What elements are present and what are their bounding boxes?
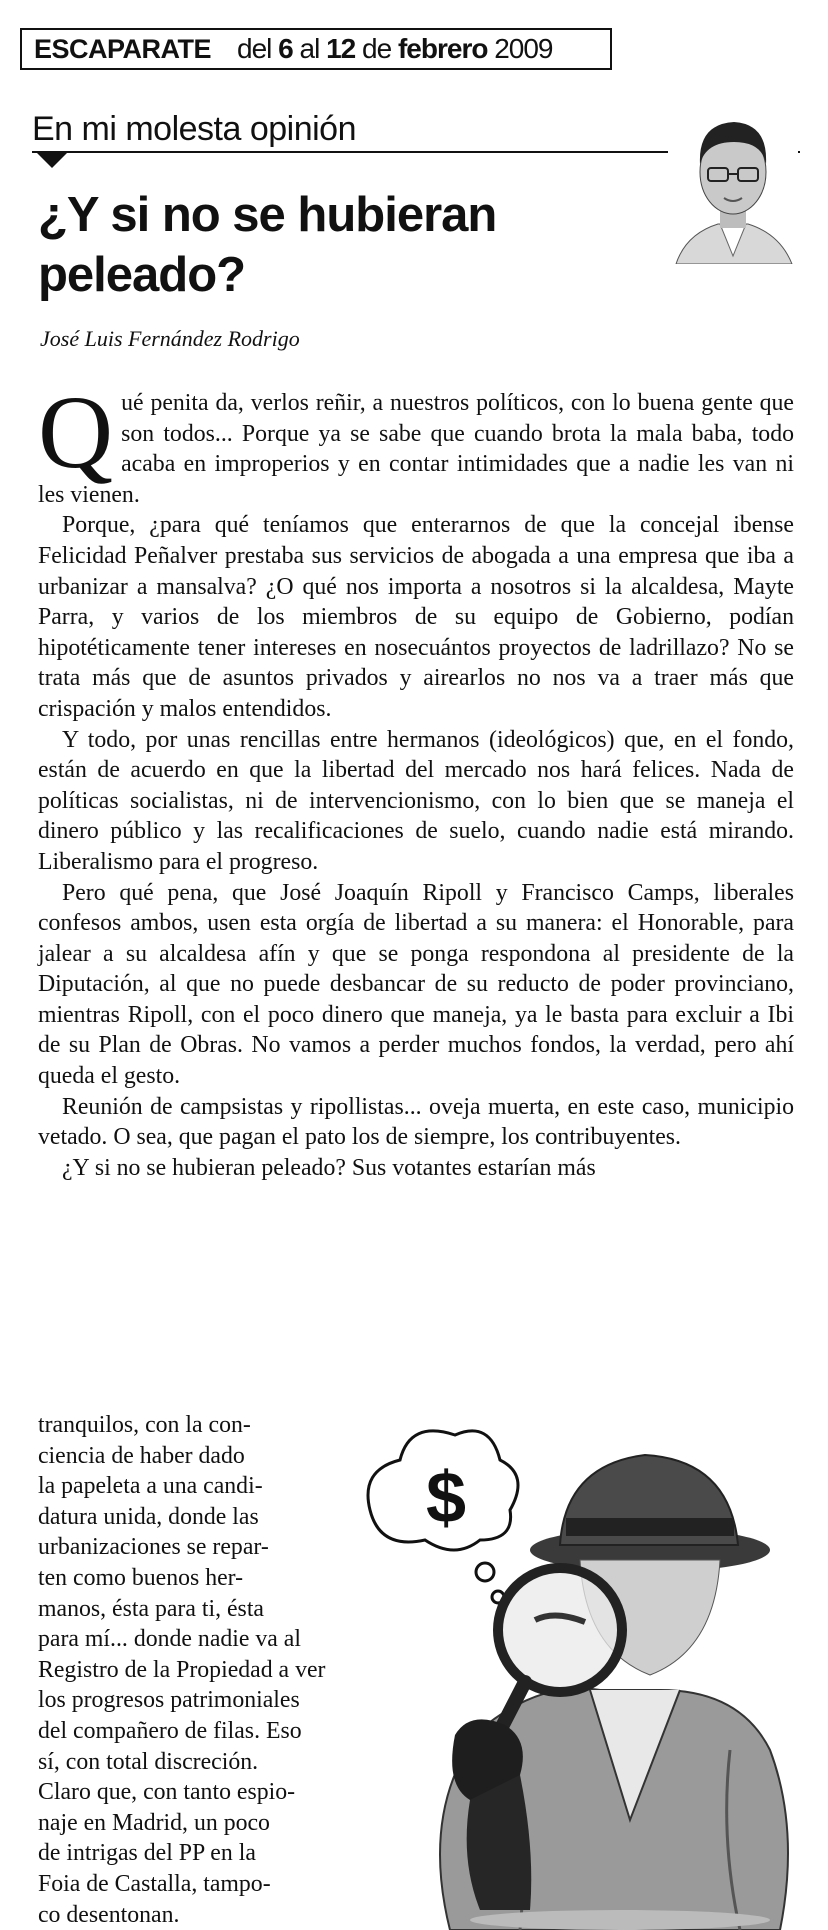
- issue-date: del 6 al 12 de febrero 2009: [237, 33, 553, 64]
- text-line: sí, con total discreción.: [38, 1748, 259, 1775]
- thought-symbol: $: [426, 1458, 467, 1538]
- text-line: para mí... donde nadie va al: [38, 1626, 301, 1653]
- text-line: ten como buenos her-: [38, 1564, 244, 1591]
- text-line: Foia de Castalla, tampo-: [38, 1870, 271, 1897]
- text-line: naje en Madrid, un poco: [38, 1809, 270, 1836]
- paragraph: Q ué penita da, verlos reñir, a nuestros políticos, con lo buena gente que son todos... Porque ya se sabe que cuando brota la mala baba, todo acaba en improperios y en contar intimidades que a nadie les van ni les vienen.: [38, 375, 794, 508]
- text-line: del compañero de filas. Eso: [38, 1717, 302, 1744]
- text-line: manos, ésta para ti, ésta: [38, 1595, 264, 1622]
- article-body: [38, 375, 794, 1183]
- paragraph: Porque, ¿para qué teníamos que enterarnos de que la concejal ibense Felicidad Peñalver prestaba sus servicios de abogada a una empresa que iba a urbanizar a mansalva? ¿O qué nos importa a nosotros si la alcaldesa, Mayte Parra, y varios de los miembros de su equipo de Gobierno, podían hipotéticamente tener intereses en nosecuántos proyectos de ladrillazo? No se trata más que de asuntos privados y airearlos no nos va a traer más que crispación y malos entendidos.: [38, 512, 794, 722]
- detective-magnifier-icon: [360, 1390, 800, 1930]
- text-line: la papeleta a una candi-: [38, 1473, 263, 1500]
- article-body-narrow: [38, 1410, 398, 1930]
- paragraph: Reunión de campsistas y ripollistas... oveja muerta, en este caso, municipio vetado. O sea, que pagan el pato los de siempre, los contribuyentes.: [38, 1093, 794, 1151]
- paragraph: Y todo, por unas rencillas entre hermanos (ideológicos) que, en el fondo, están de acuerdo en que la libertad del mercado nos hará felices. Nada de políticas socialistas, ni de intervencionismo, con lo bien que se maneja el dinero público y las recalificaciones de suelo, cuando nadie está mirando. Liberalismo para el progreso.: [38, 726, 794, 875]
- text-line: Registro de la Propiedad a ver: [38, 1656, 326, 1683]
- article-byline: José Luis Fernández Rodrigo: [40, 326, 300, 351]
- section-name: ESCAPARATE: [34, 33, 212, 64]
- paragraph: ¿Y si no se hubieran peleado? Sus votantes estarían más: [62, 1154, 596, 1181]
- column-marker-icon: [37, 153, 67, 168]
- text-line: los progresos patrimoniales: [38, 1687, 300, 1714]
- article-headline: ¿Y si no se hubieran peleado?: [38, 188, 497, 302]
- section-header: [20, 28, 612, 70]
- text-line: datura unida, donde las: [38, 1503, 259, 1530]
- paragraph: Pero qué pena, que José Joaquín Ripoll y Francisco Camps, liberales confesos ambos, usen esta orgía de libertad a su manera: el Honorable, para jalear a su alcaldesa afín y que se ponga respondona al presidente de la Diputación, al que no puede desbancar de su reducto de poder provinciano, mientras Ripoll, con el poco dinero que maneja, ya le basta para excluir a Ibi de su Plan de Obras. No vamos a perder muchos fondos, la verdad, pero ahí queda el gesto.: [38, 879, 794, 1090]
- text-line: co desentonan.: [38, 1901, 180, 1928]
- text-line: Claro que, con tanto espio-: [38, 1779, 296, 1806]
- author-portrait: [668, 106, 798, 264]
- text-line: de intrigas del PP en la: [38, 1840, 256, 1867]
- column-label: En mi molesta opinión: [32, 110, 357, 148]
- text-line: urbanizaciones se repar-: [38, 1534, 269, 1561]
- text-line: ciencia de haber dado: [38, 1442, 245, 1469]
- text-line: tranquilos, con la con-: [38, 1412, 251, 1438]
- drop-cap: Q: [38, 375, 114, 490]
